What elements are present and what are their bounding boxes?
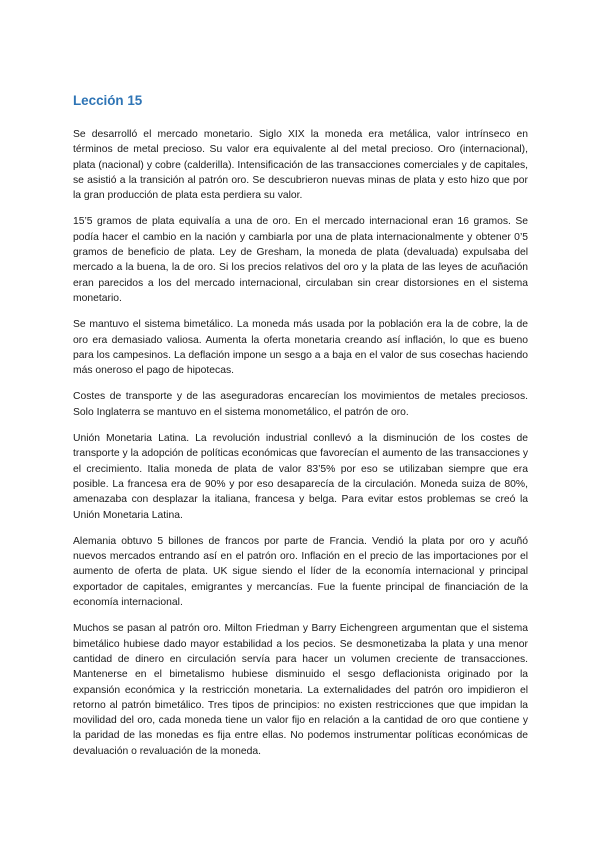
paragraph-union-monetaria-latina: Unión Monetaria Latina. La revolución industrial conllevó a la disminución de los costes de transporte y la adopción de políticas económicas que favorecían el aumento de las transacciones y el crecimiento. Italia moneda de plata de valor 83’5% por eso se utilizaban siempre que era posible. La francesa era de 90% y por eso desaparecía de la circulación. Moneda suiza de 80%, amenazaba con desplazar la italiana, francesa y belga. Para evitar estos problemas se creó la Unión Monetaria Latina.: [73, 433, 528, 521]
paragraph-sistema-bimetalico: Se mantuvo el sistema bimetálico. La moneda más usada por la población era la de cobre, la de oro era demasiado valiosa. Aumenta la oferta monetaria creando así inflación, lo que es bueno para los campesinos. La deflación impone un sesgo a a baja en el valor de sus cosechas haciendo más oneroso el pago de hipotecas.: [73, 319, 528, 377]
paragraph-costes-transporte: Costes de transporte y de las aseguradoras encarecían los movimientos de metales preciosos. Solo Inglaterra se mantuvo en el sistema monometálico, el patrón de oro.: [73, 391, 528, 418]
paragraph-alemania: Alemania obtuvo 5 billones de francos por parte de Francia. Vendió la plata por oro y acuñó nuevos mercados entrando así en el patrón oro. Inflación en el precio de las importaciones por el aumento de oferta de plata. UK sigue siendo el líder de la economía internacional y principal exportador de capitales, emigrantes y mercancías. Fue la fuente principal de financiación de la economía internacional.: [73, 535, 528, 609]
paragraph-mercado-monetario: Se desarrolló el mercado monetario. Siglo XIX la moneda era metálica, valor intrínseco en términos de metal precioso. Su valor era equivalente al del metal precioso. Oro (internacional), plata (nacional) y cobre (calderilla). Intensificación de las transacciones comerciales y de capitales, se asistió a la transición al patrón oro. Se descubrieron nuevas minas de plata y esto hizo que por la gran producción de plata esta perdiera su valor.: [73, 129, 528, 202]
paragraph-ley-gresham: 15’5 gramos de plata equivalía a una de oro. En el mercado internacional eran 16 gramos. Se podía hacer el cambio en la nación y cambiarla por una de plata internacionalmente y obtener 0’5 gramos de beneficio de plata. Ley de Gresham, la moneda de plata (devaluada) expulsaba del mercado a la buena, la de oro. Si los precios relativos del oro y la plata de las leyes de acuñación eran parecidos a los del mercado internacional, circulaban sin crear distorsiones en el sistema monetario.: [73, 216, 528, 304]
page-title: Lección 15: [73, 93, 143, 108]
paragraph-patron-oro: Muchos se pasan al patrón oro. Milton Friedman y Barry Eichengreen argumentan que el sistema bimetálico hubiese dado mayor estabilidad a los pecios. Se desmonetizaba la plata y una menor cantidad de dinero en circulación servía para hacer un volumen creciente de transacciones. Mantenerse en el bimetalismo hubiese disminuido el sesgo deflacionista originado por la expansión económica y la restricción monetaria. La externalidades del patrón oro impidieron el retorno al patrón bimetálico. Tres tipos de principios: no existen restricciones que que impidan la movilidad del oro, cada moneda tiene un valor fijo en relación a la cantidad de oro que contiene y la paridad de las monedas es fija entre ellas. No podemos instrumentar políticas económicas de devaluación o revaluación de la moneda.: [73, 623, 528, 757]
